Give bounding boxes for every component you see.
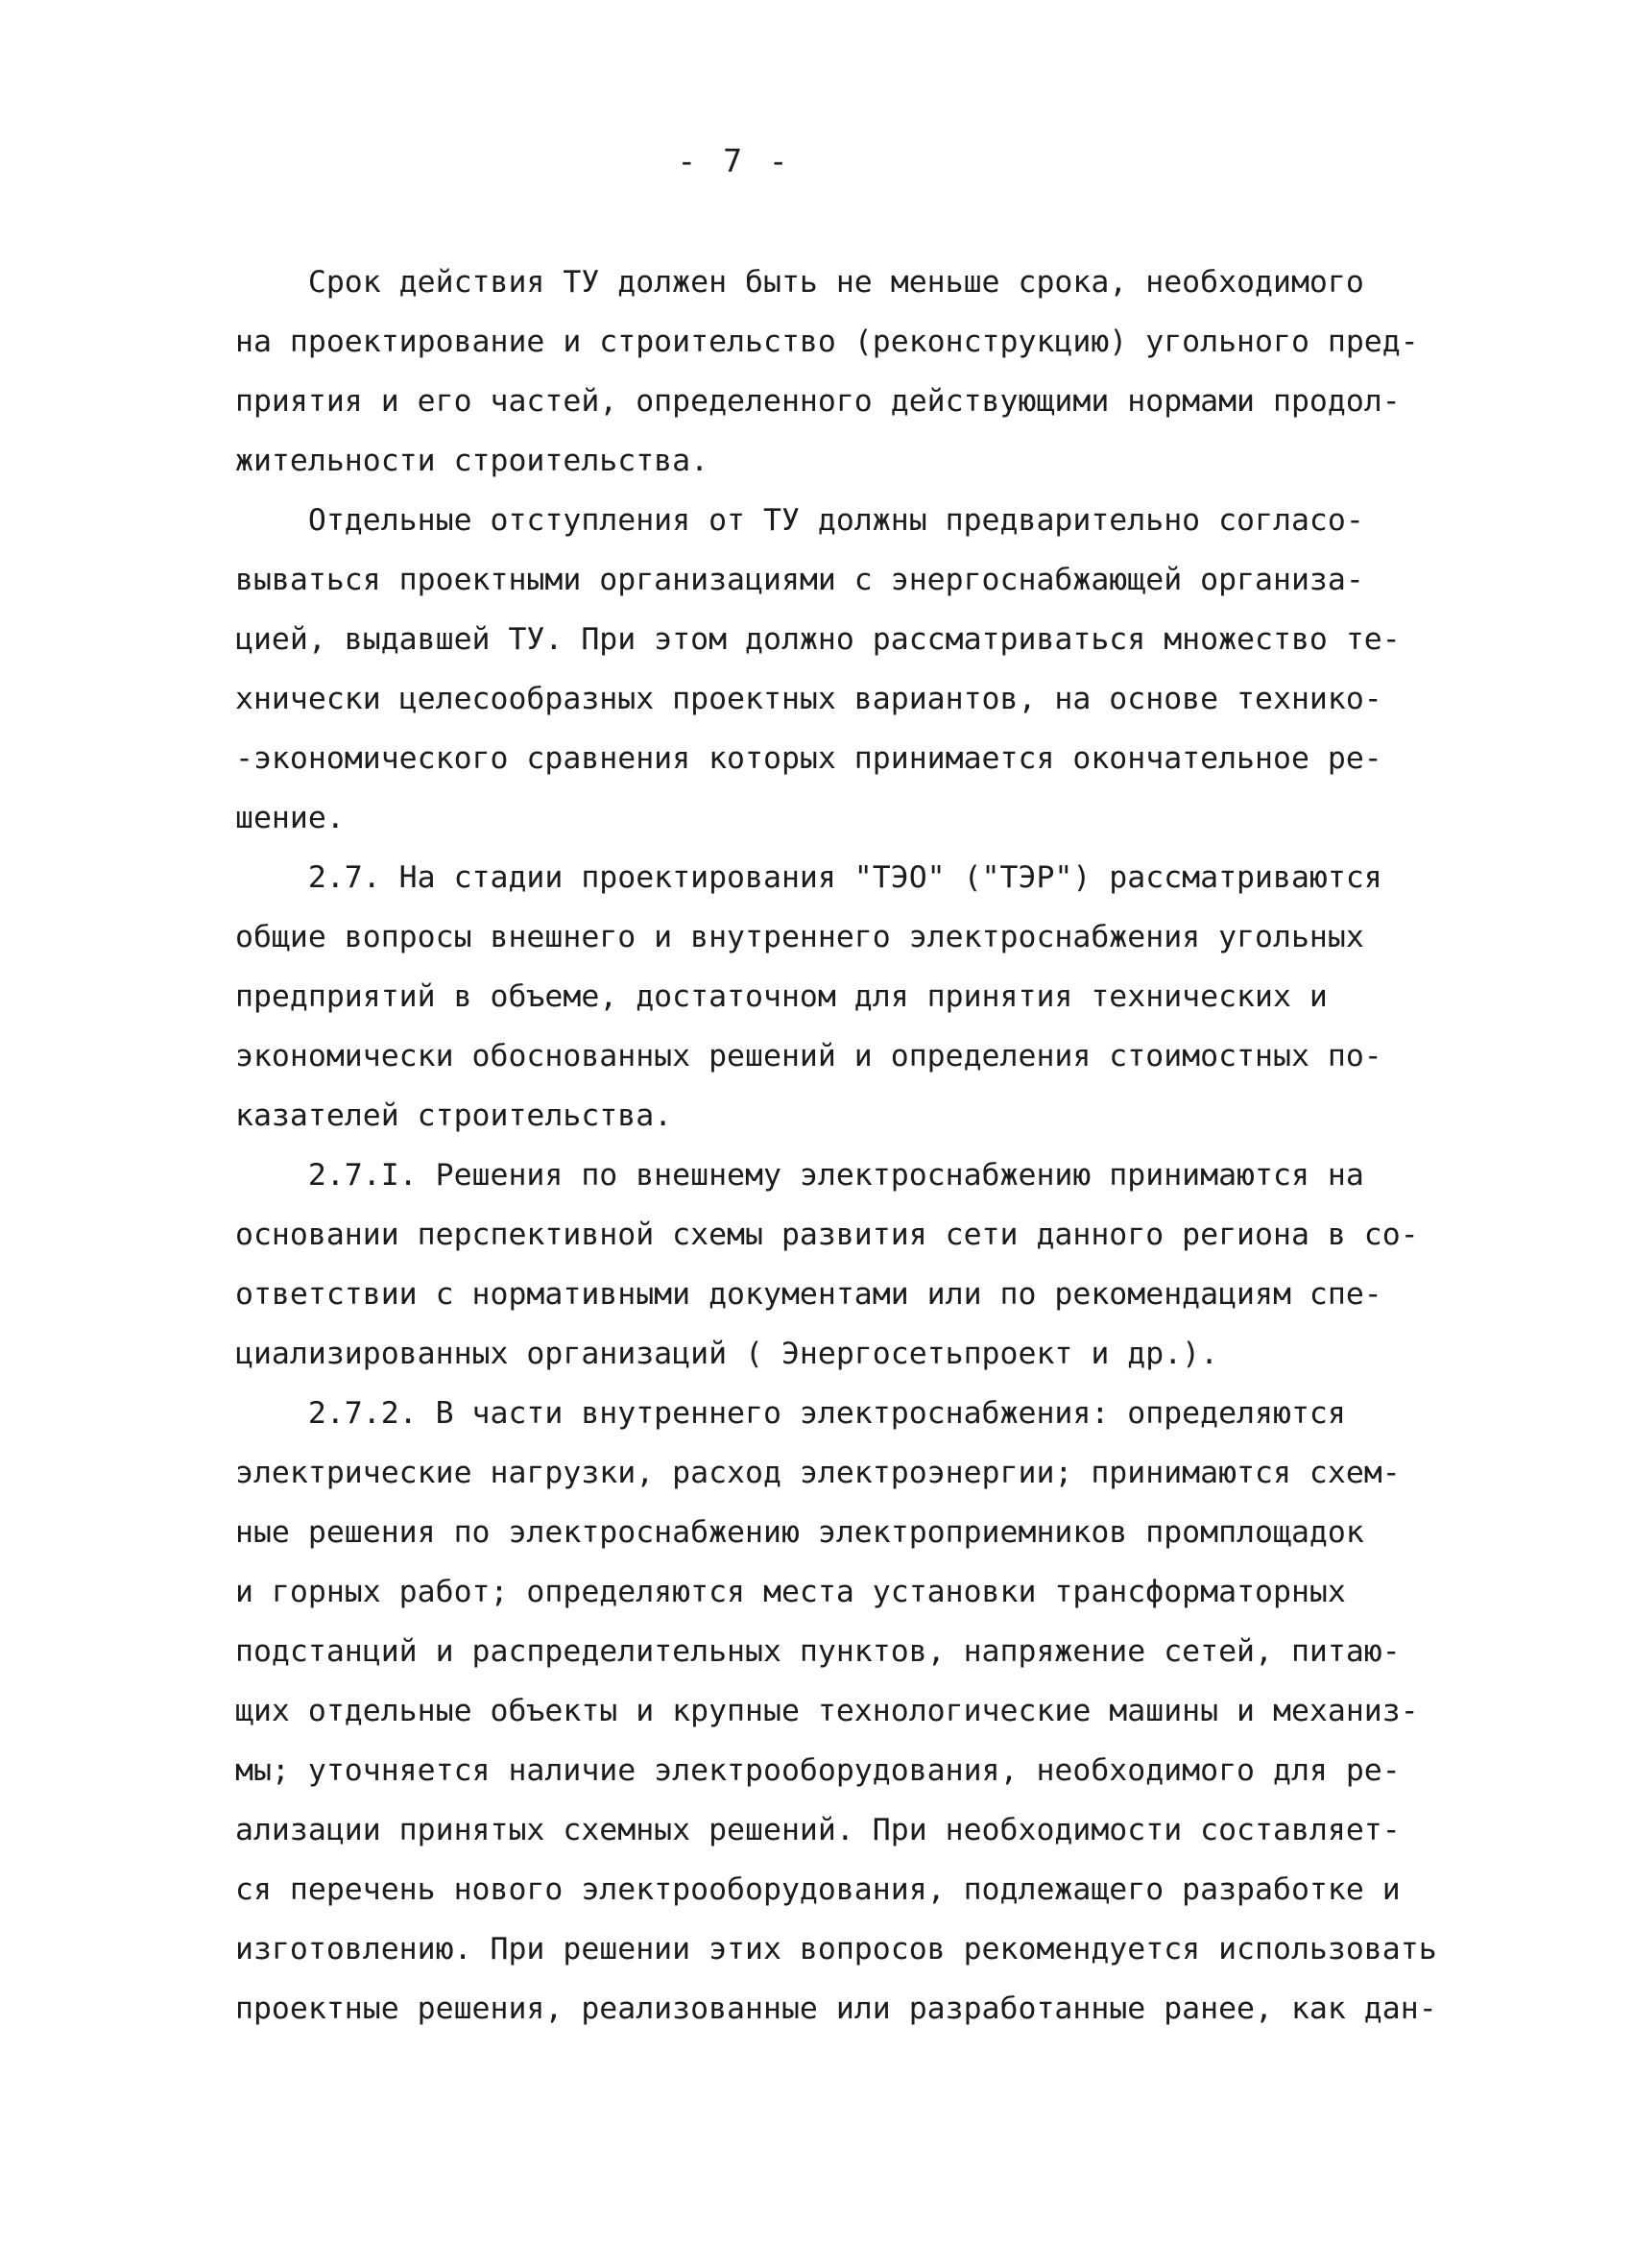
text-line-17: основании перспективной схемы развития сети данного региона в со- <box>235 1218 1419 1252</box>
text-line-16: 2.7.I. Решения по внешнему электроснабжению принимаются на <box>235 1158 1364 1193</box>
text-line-9: -экономического сравнения которых принимается окончательное ре- <box>235 741 1382 776</box>
text-line-14: экономически обоснованных решений и определения стоимостных по- <box>235 1039 1382 1074</box>
text-line-18: ответствии с нормативными документами или по рекомендациям спе- <box>235 1277 1382 1312</box>
text-line-23: и горных работ; определяются места установки трансформаторных <box>235 1575 1346 1609</box>
text-line-15: казателей строительства. <box>235 1098 673 1133</box>
text-line-26: мы; уточняется наличие электрооборудования, необходимого для ре- <box>235 1753 1401 1788</box>
text-line-19: циализированных организаций ( Энергосетьпроект и др.). <box>235 1337 1219 1371</box>
text-line-8: хнически целесообразных проектных вариантов, на основе технико- <box>235 682 1382 716</box>
text-line-22: ные решения по электроснабжению электроприемников промплощадок <box>235 1515 1364 1550</box>
text-line-1: Срок действия ТУ должен быть не меньше срока, необходимого <box>235 265 1364 300</box>
text-line-13: предприятий в объеме, достаточном для принятия технических и <box>235 979 1328 1014</box>
text-line-10: шение. <box>235 801 345 835</box>
text-line-4: жительности строительства. <box>235 444 709 478</box>
page-number: - 7 - <box>677 142 792 180</box>
text-line-25: щих отдельные объекты и крупные технологические машины и механиз- <box>235 1694 1419 1728</box>
text-line-2: на проектирование и строительство (реконструкцию) угольного пред- <box>235 325 1419 359</box>
text-line-7: цией, выдавшей ТУ. При этом должно рассматриваться множество те- <box>235 622 1401 657</box>
text-line-28: ся перечень нового электрооборудования, подлежащего разработке и <box>235 1872 1401 1907</box>
text-line-24: подстанций и распределительных пунктов, напряжение сетей, питаю- <box>235 1634 1401 1669</box>
text-line-6: вываться проектными организациями с энергоснабжающей организа- <box>235 563 1364 597</box>
text-line-5: Отдельные отступления от ТУ должны предварительно согласо- <box>235 503 1364 538</box>
text-line-29: изготовлению. При решении этих вопросов рекомендуется использовать <box>235 1932 1437 1966</box>
text-line-12: общие вопросы внешнего и внутреннего электроснабжения угольных <box>235 920 1364 954</box>
text-line-27: ализации принятых схемных решений. При необходимости составляет- <box>235 1813 1401 1847</box>
text-line-30: проектные решения, реализованные или разработанные ранее, как дан- <box>235 1991 1437 2026</box>
text-line-11: 2.7. На стадии проектирования "ТЭО" ("ТЭР") рассматриваются <box>235 860 1382 895</box>
text-line-20: 2.7.2. В части внутреннего электроснабжения: определяются <box>235 1396 1346 1431</box>
text-line-3: приятия и его частей, определенного действующими нормами продол- <box>235 384 1401 419</box>
text-line-21: электрические нагрузки, расход электроэнергии; принимаются схем- <box>235 1456 1401 1490</box>
